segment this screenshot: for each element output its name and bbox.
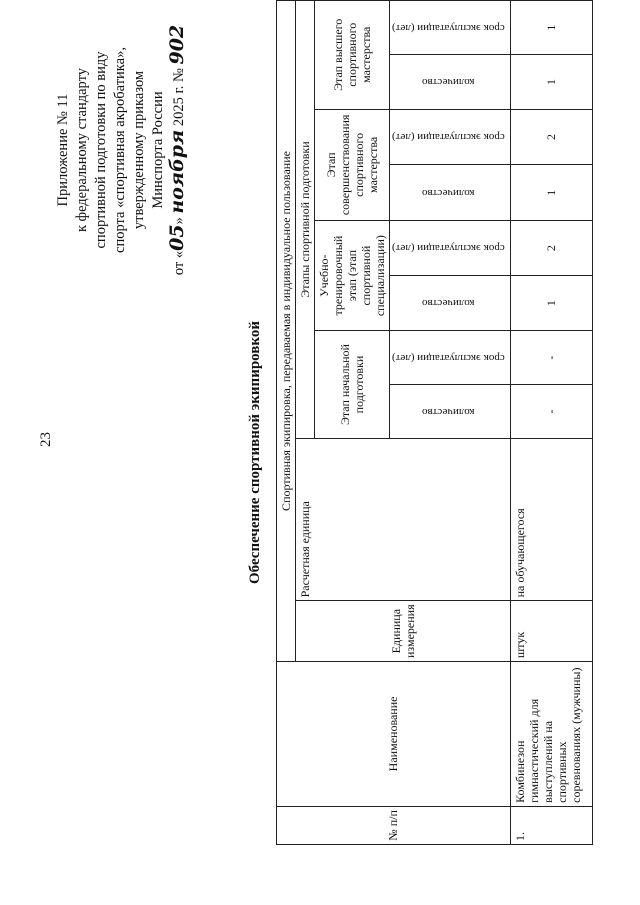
row-s4-term: 1 (510, 1, 592, 55)
date-year: 2025 г. № (171, 68, 187, 127)
date-prefix: от « (171, 250, 187, 276)
header-group: Спортивная экипировка, передаваемая в индивидуальное пользование (277, 1, 296, 662)
header-unit: Единица измерения (296, 601, 511, 662)
header-line-2: к федеральному стандарту (74, 68, 90, 232)
row-calc: на обучающегося (510, 439, 592, 601)
equipment-table (276, 0, 593, 845)
date-month-handwritten: ноября (166, 129, 188, 214)
row-s3-term: 2 (510, 109, 592, 165)
appendix-header (54, 15, 189, 285)
header-stages: Этапы спортивной подготовки (296, 1, 315, 439)
stage-3-term-header: срок эксплуатации (лет) (390, 109, 511, 165)
header-name: Наименование (277, 661, 511, 806)
date-mid: » (171, 217, 187, 225)
header-line-6: Минспорта России (150, 91, 166, 209)
row-s2-qty: 1 (510, 276, 592, 331)
header-num: № п/п (277, 806, 511, 844)
document-title: Обеспечение спортивной экипировкой (247, 321, 263, 585)
row-s4-qty: 1 (510, 55, 592, 109)
row-num: 1. (510, 806, 592, 844)
stage-3-header: Этап совершенствования спортивного мастерства (315, 109, 390, 221)
header-date-line (168, 15, 189, 285)
page-number: 23 (38, 432, 54, 447)
stage-4-term-header: срок эксплуатации (лет) (390, 1, 511, 55)
stage-2-qty-header: количество (390, 276, 511, 331)
header-calc: Расчетная единица (296, 439, 511, 601)
stage-2-header: Учебно-тренировочный этап (этап спортивной специализации) (315, 221, 390, 331)
stage-4-qty-header: количество (390, 55, 511, 109)
row-name: Комбинезон гимнастический для выступлений на спортивных соревнованиях (мужчины) (510, 661, 592, 806)
stage-2-term-header: срок эксплуатации (лет) (390, 221, 511, 276)
header-line-3: спортивной подготовки по виду (93, 51, 109, 249)
row-s2-term: 2 (510, 221, 592, 276)
order-number-handwritten: 902 (166, 24, 188, 65)
row-unit: штук (510, 601, 592, 662)
row-s1-term: - (510, 331, 592, 385)
row-s1-qty: - (510, 385, 592, 439)
stage-3-qty-header: количество (390, 165, 511, 221)
stage-4-header: Этап высшего спортивного мастерства (315, 1, 390, 110)
row-s3-qty: 1 (510, 165, 592, 221)
header-line-4: спорта «спортивная акробатика», (112, 47, 128, 253)
stage-1-term-header: срок эксплуатации (лет) (390, 331, 511, 385)
stage-1-header: Этап начальной подготовки (315, 331, 390, 439)
header-line-1: Приложение № 11 (55, 93, 71, 207)
date-day-handwritten: 05 (166, 224, 188, 251)
stage-1-qty-header: количество (390, 385, 511, 439)
table-row (510, 1, 592, 845)
header-line-5: утвержденному приказом (131, 70, 147, 230)
